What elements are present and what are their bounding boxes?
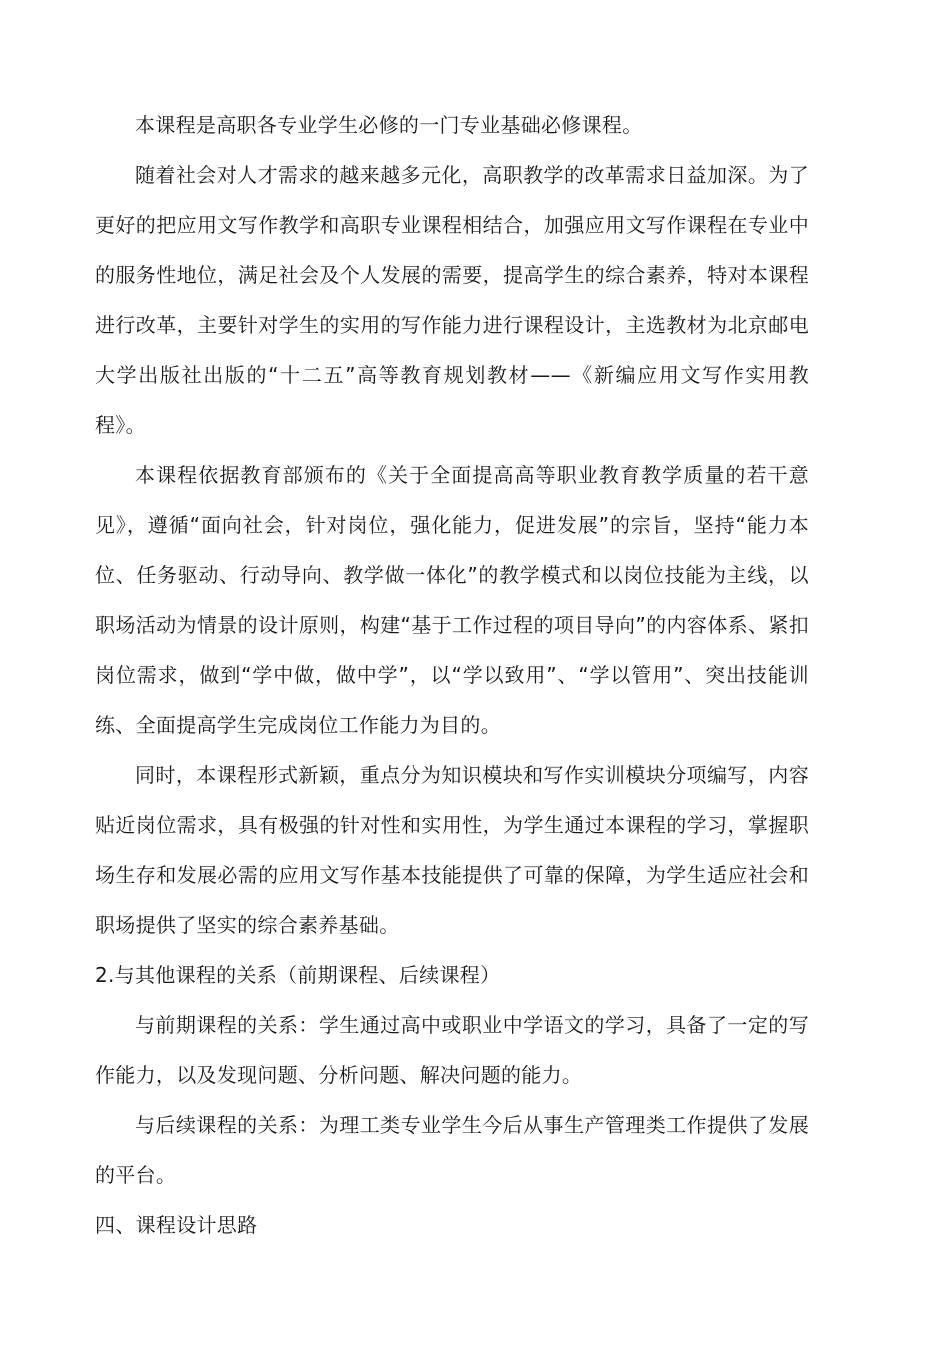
paragraph-course-basis: 本课程依据教育部颁布的《关于全面提高高等职业教育教学质量的若干意见》，遵循“面向社会，针对岗位，强化能力，促进发展”的宗旨，坚持“能力本位、任务驱动、行动导向、教学做一体化”的教学模式和以岗位技能为主线，以职场活动为情景的设计原则，构建“基于工作过程的项目导向”的内容体系、紧扣岗位需求，做到“学中做，做中学”，以“学以致用”、“学以管用”、突出技能训练、全面提高学生完成岗位工作能力为目的。 (95, 463, 809, 737)
paragraph-following-courses: 与后续课程的关系：为理工类专业学生今后从事生产管理类工作提供了发展的平台。 (95, 1113, 809, 1187)
section-heading-relations: 2.与其他课程的关系（前期课程、后续课程） (95, 963, 501, 987)
document-body (95, 100, 809, 1250)
paragraph-prior-courses: 与前期课程的关系：学生通过高中或职业中学语文的学习，具备了一定的写作能力，以及发现问题、分析问题、解决问题的能力。 (95, 1013, 809, 1087)
paragraph-course-nature: 本课程是高职各专业学生必修的一门专业基础必修课程。 (135, 113, 643, 137)
paragraph-course-form: 同时，本课程形式新颖，重点分为知识模块和写作实训模块分项编写，内容贴近岗位需求，具有极强的针对性和实用性，为学生通过本课程的学习，掌握职场生存和发展必需的应用文写作基本技能提供了可靠的保障，为学生适应社会和职场提供了坚实的综合素养基础。 (95, 763, 809, 937)
paragraph-course-reform: 随着社会对人才需求的越来越多元化，高职教学的改革需求日益加深。为了更好的把应用文写作教学和高职专业课程相结合，加强应用文写作课程在专业中的服务性地位，满足社会及个人发展的需要，提高学生的综合素养，特对本课程进行改革，主要针对学生的实用的写作能力进行课程设计，主选教材为北京邮电大学出版社出版的“十二五”高等教育规划教材——《新编应用文写作实用教程》。 (95, 163, 809, 437)
section-heading-design-ideas: 四、课程设计思路 (95, 1213, 258, 1237)
